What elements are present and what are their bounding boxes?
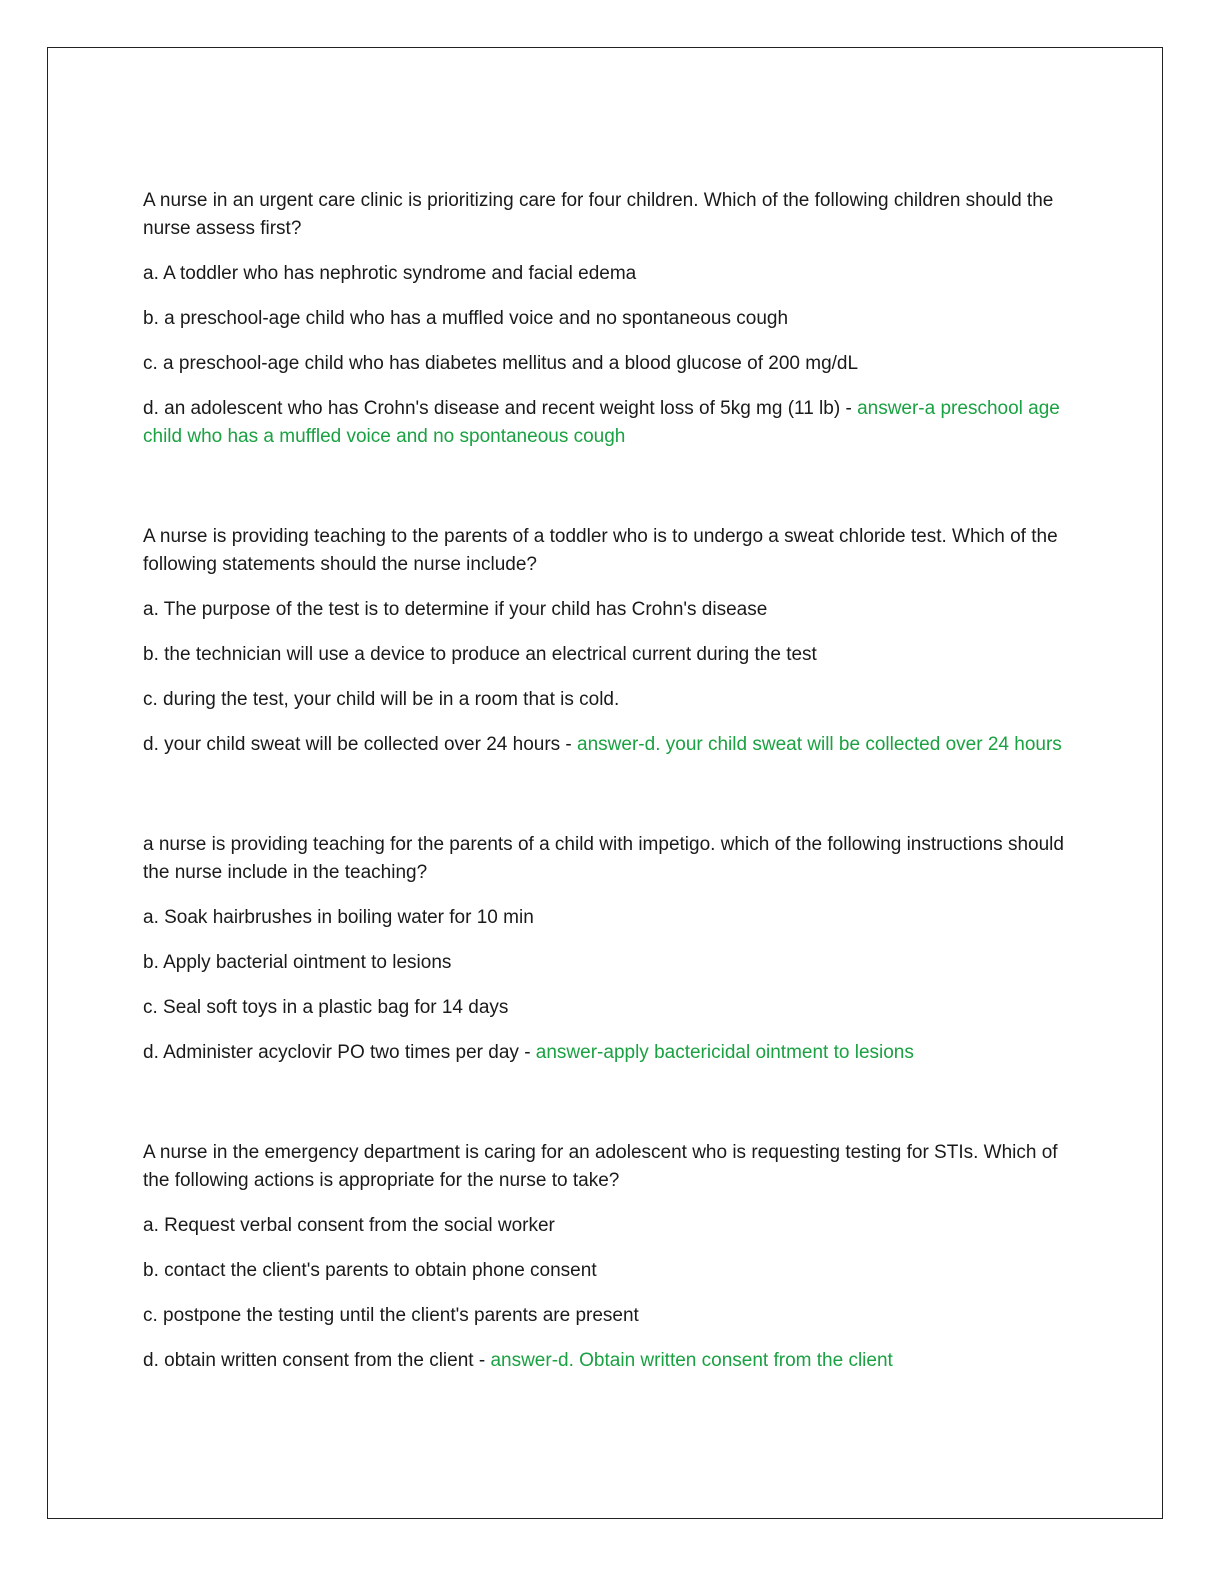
answer-text: answer-d. Obtain written consent from the client	[490, 1350, 893, 1371]
answer-text: answer-a preschool age child who has a muffled voice and no spontaneous cough	[143, 398, 1060, 447]
option-d: d. obtain written consent from the client -	[143, 1350, 491, 1371]
question-text: A nurse in an urgent care clinic is prioritizing care for four children. Which of the following children should the nurse assess first?	[143, 190, 1054, 239]
option-d-with-answer	[143, 395, 1073, 451]
option-c: c. postpone the testing until the client's parents are present	[143, 1305, 639, 1326]
answer-text: answer-d. your child sweat will be collected over 24 hours	[577, 734, 1062, 755]
option-d: d. an adolescent who has Crohn's disease and recent weight loss of 5kg mg (11 lb) -	[143, 398, 858, 419]
answer-text: answer-apply bactericidal ointment to lesions	[535, 1042, 914, 1063]
question-text: a nurse is providing teaching for the parents of a child with impetigo. which of the following instructions should the nurse include in the teaching?	[143, 834, 1064, 883]
question-block-3	[143, 831, 1073, 1067]
option-a: a. The purpose of the test is to determine if your child has Crohn's disease	[143, 599, 768, 620]
question-block-1	[143, 187, 1073, 451]
option-b: b. the technician will use a device to produce an electrical current during the test	[143, 644, 817, 665]
question-text: A nurse is providing teaching to the parents of a toddler who is to undergo a sweat chloride test. Which of the following statements should the nurse include?	[143, 526, 1058, 575]
option-d: d. your child sweat will be collected over 24 hours -	[143, 734, 578, 755]
option-b: b. Apply bacterial ointment to lesions	[143, 952, 452, 973]
option-d-with-answer	[143, 1347, 1073, 1375]
option-b: b. contact the client's parents to obtain phone consent	[143, 1260, 597, 1281]
question-block-2	[143, 523, 1073, 759]
option-a: a. Request verbal consent from the social worker	[143, 1215, 555, 1236]
option-c: c. Seal soft toys in a plastic bag for 14 days	[143, 997, 509, 1018]
option-b: b. a preschool-age child who has a muffled voice and no spontaneous cough	[143, 308, 789, 329]
option-d-with-answer	[143, 731, 1073, 759]
option-a: a. Soak hairbrushes in boiling water for 10 min	[143, 907, 534, 928]
option-c: c. a preschool-age child who has diabetes mellitus and a blood glucose of 200 mg/dL	[143, 353, 859, 374]
option-d: d. Administer acyclovir PO two times per day -	[143, 1042, 536, 1063]
option-c: c. during the test, your child will be in a room that is cold.	[143, 689, 620, 710]
option-d-with-answer	[143, 1039, 1073, 1067]
option-a: a. A toddler who has nephrotic syndrome and facial edema	[143, 263, 637, 284]
question-text: A nurse in the emergency department is caring for an adolescent who is requesting testing for STIs. Which of the following actions is appropriate for the nurse to take?	[143, 1142, 1058, 1191]
document-content	[143, 187, 1073, 1447]
question-block-4	[143, 1139, 1073, 1375]
